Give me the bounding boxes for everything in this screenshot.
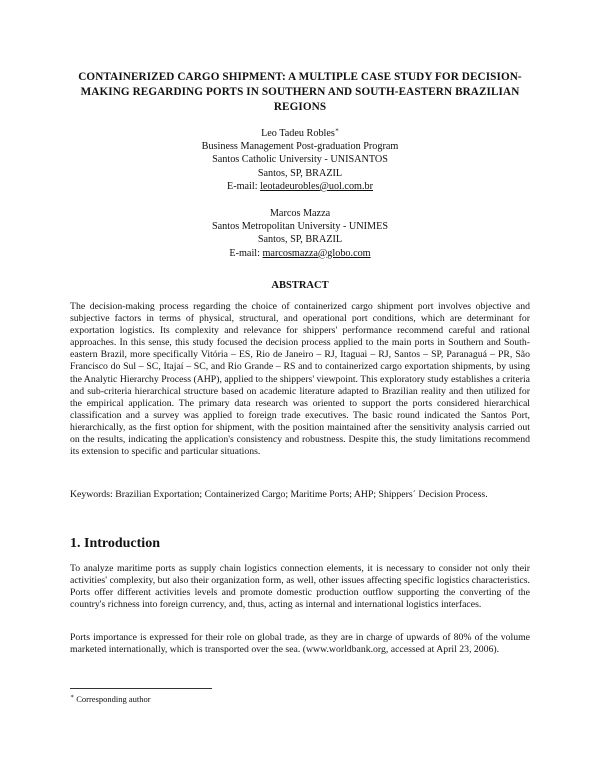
author-program: Business Management Post-graduation Program xyxy=(201,141,399,153)
author-email-line xyxy=(100,180,500,193)
author-block-1 xyxy=(100,127,500,193)
author-location: Santos, SP, BRAZIL xyxy=(257,167,343,179)
paper-title: CONTAINERIZED CARGO SHIPMENT: A MULTIPLE CASE STUDY FOR DECISION-MAKING REGARDING PORTS IN SOUTHERN AND SOUTH-EASTERN BRAZILIAN REGIONS xyxy=(78,71,522,113)
author-email-line xyxy=(100,247,500,260)
abstract-heading: ABSTRACT xyxy=(271,280,329,291)
email-label: E-mail: xyxy=(226,180,258,192)
body-paragraph: To analyze maritime ports as supply chain logistics connection elements, it is necessary to consider not only their activities' complexity, but also their organization form, as well, other issues affecting specific logistics characteristics. Ports offer different activities levels and promote domestic production outflow supporting the converting of the country's richness into foreign currency, and, thus, acting as internal and international logistics interfaces. xyxy=(70,563,530,611)
author-name-line xyxy=(100,127,500,140)
footnote-divider xyxy=(70,688,212,689)
body-paragraph: Ports importance is expressed for their role on global trade, as they are in charge of upwards of 80% of the volume marketed internationally, which is transported over the sea. (www.worldbank.org, accessed at April 23, 2006). xyxy=(70,632,530,656)
author-name: Marcos Mazza xyxy=(269,208,331,220)
author-email-link[interactable]: marcosmazza@globo.com xyxy=(262,247,371,259)
author-location: Santos, SP, BRAZIL xyxy=(257,234,343,246)
footnote-text: Corresponding author xyxy=(76,694,151,704)
author-list xyxy=(100,127,500,260)
author-institution: Santos Metropolitan University - UNIMES xyxy=(211,221,388,233)
abstract-body: The decision-making process regarding the choice of containerized cargo shipment port involves objective and subjective factors in terms of physical, structural, and operational port conditions, which are determinant for exportation logistics. Its complexity and relevance for shippers' performance recommend careful and rational approaches. In this sense, this study focused the decision process applied to the main ports in Southern and South-eastern Brazil, more specifically Vitória – ES, Rio de Janeiro – RJ, Itaguai – RJ, Santos – SP, Paranaguá – PR, São Francisco do Sul – SC, Itajaí – SC, and Rio Grande – RS and to containerized cargo exportation shipments, by using the Analytic Hierarchy Process (AHP), applied to the shippers' viewpoint. This exploratory study establishes a criteria and sub-criteria hierarchical structure based on academic literature adapted to Brazilian reality and then utilized for the empirical application. The primary data research was oriented to support the ports considered hierarchical classification and a survey was applied to foreign trade executives. The basic round indicated the Santos Port, hierarchically, as the first option for shipment, with the position maintained after the sensitivity analysis carried out on the results, indicating the application's consistency and robustness. Despite this, the study limitations recommend its extension to specific and particular situations. xyxy=(70,301,530,458)
author-institution: Santos Catholic University - UNISANTOS xyxy=(212,154,388,166)
footnote xyxy=(70,694,151,704)
corresponding-author-marker: ∗ xyxy=(334,127,339,134)
author-name: Leo Tadeu Robles xyxy=(261,128,335,139)
email-label: E-mail: xyxy=(229,247,260,259)
author-block-2 xyxy=(100,207,500,260)
keywords: Keywords: Brazilian Exportation; Containerized Cargo; Maritime Ports; AHP; Shippers´ Decision Process. xyxy=(70,489,488,500)
section-heading-introduction: 1. Introduction xyxy=(70,536,160,551)
author-email-link[interactable]: leotadeurobles@uol.com.br xyxy=(260,180,374,192)
footnote-marker: ∗ xyxy=(70,694,75,701)
